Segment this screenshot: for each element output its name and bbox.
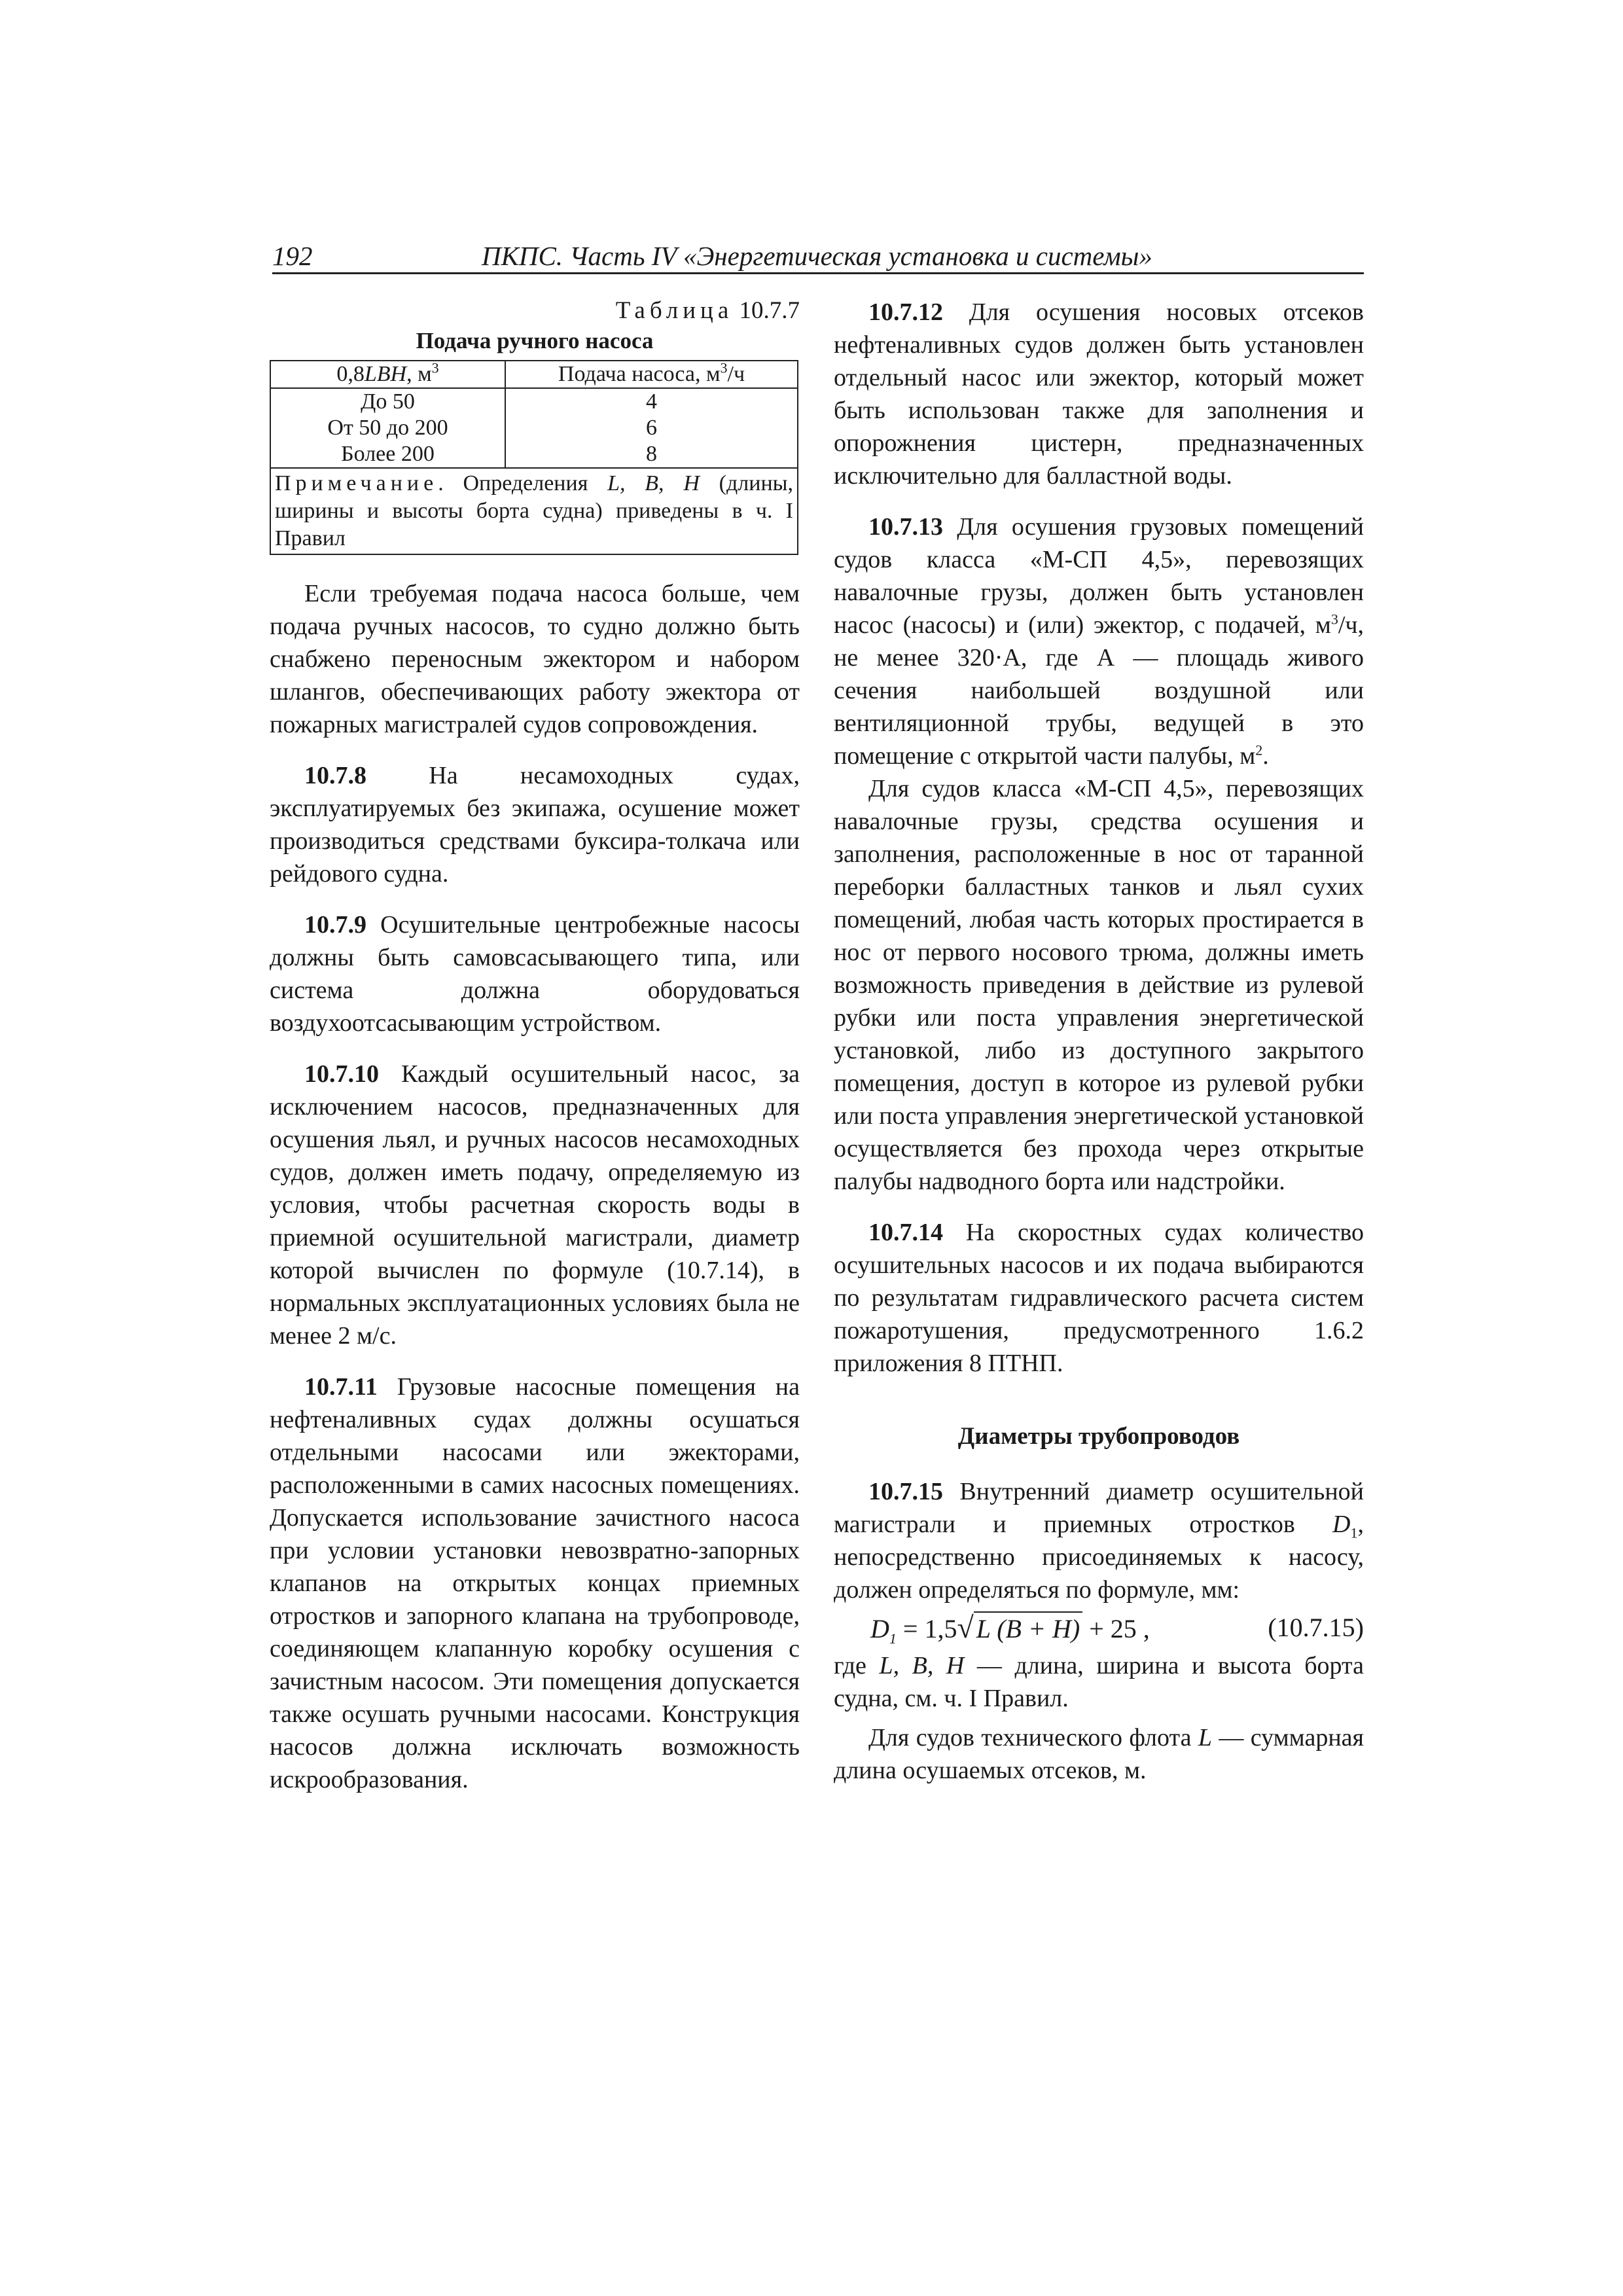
section-number: 10.7.12 [868, 298, 943, 326]
header-capacity-tail: /ч [727, 362, 745, 386]
table-caption [270, 296, 800, 326]
note-text-a: . Определения [438, 471, 608, 495]
section-10-7-13 [834, 511, 1364, 772]
section-10-7-15 [834, 1475, 1364, 1606]
right-column [834, 296, 1364, 1787]
header-capacity-sup: 3 [720, 359, 728, 376]
section-10-7-12 [834, 296, 1364, 492]
section-10-7-14 [834, 1216, 1364, 1380]
section-text: Осушительные центробежные насосы должны быть самовсасывающего типа, или система должна оборудоваться воздухоотсасывающим устройством. [270, 911, 800, 1037]
section-text: Каждый осушительный насос, за исключением насосов, предназначенных для осушения льял, и ручных насосов несамоходных судов, должен иметь подачу, определяемую из условия, чтобы расчетная скорость воды в приемной осушительной магистрали, диаметр которой вычислен по формуле (10.7.14), в нормальных эксплуатационных условиях была не менее 2 м/с. [270, 1060, 800, 1350]
table-cell-value: 6 [505, 415, 798, 441]
table-header-volume [270, 361, 505, 388]
section-10-7-9 [270, 908, 800, 1039]
tech-b: — суммарная длина осушаемых отсеков, м. [834, 1724, 1364, 1784]
sqrt-icon: √ [957, 1611, 974, 1644]
formula-radicand: L (B + H) [974, 1611, 1082, 1645]
header-capacity-text: Подача насоса, м [558, 362, 721, 386]
section-number: 10.7.10 [304, 1060, 379, 1088]
var-d1-sub: 1 [1350, 1524, 1358, 1541]
note-text-b: (длины, ширины и высоты борта судна) приведены в ч. I Правил [275, 471, 794, 550]
formula-lhs-sub: 1 [889, 1630, 897, 1647]
section-text: На скоростных судах количество осушительных насосов и их подача выбираются по результатам гидравлического расчета систем пожаротушения, предусмотренного 1.6.2 приложения 8 ПТНП. [834, 1219, 1364, 1377]
table-title: Подача ручного насоса [416, 328, 654, 353]
table-note [270, 468, 798, 554]
section-text-a: Для осушения грузовых помещений судов класса «М-СП 4,5», перевозящих навалочные грузы, должен быть установлен насос (насосы) и (или) эжектор, с подачей, м [834, 513, 1364, 639]
unit-sup: 3 [1330, 611, 1338, 628]
table-cell-range: От 50 до 200 [270, 415, 505, 441]
section-text-c: . [1262, 742, 1269, 770]
section-number: 10.7.11 [304, 1373, 378, 1401]
table-header-row [270, 361, 798, 388]
section-number: 10.7.14 [868, 1219, 943, 1246]
table-row [270, 388, 798, 415]
where-a: где [834, 1652, 880, 1679]
section-text: На несамоходных судах, эксплуатируемых без экипажа, осушение может производиться средствами буксира-толкача или рейдового судна. [270, 762, 800, 888]
table-header-capacity [505, 361, 798, 388]
table-cell-range: Более 200 [270, 441, 505, 468]
where-b: — длина, ширина и высота борта судна, см. ч. I Правил. [834, 1652, 1364, 1712]
section-number: 10.7.15 [868, 1478, 943, 1505]
formula-tail: + 25 , [1082, 1614, 1150, 1643]
note-letters: L, B, H [607, 471, 700, 495]
running-title: ПКПС. Часть IV «Энергетическая установка и системы» [482, 241, 1152, 271]
header-volume-sup: 3 [431, 359, 439, 376]
table-caption-word: Таблица [615, 297, 734, 324]
table-cell-value: 8 [505, 441, 798, 468]
formula-lhs: D [870, 1614, 889, 1643]
section-number: 10.7.13 [868, 513, 943, 541]
note-label: Примечание [275, 471, 438, 495]
section-text: Грузовые насосные помещения на нефтеналивных судах должны осушаться отдельными насосами или эжекторами, расположенными в самих насосных помещениях. Допускается использование зачистного насоса при условии установки невозвратно-запорных клапанов на открытых концах приемных отростков и запорного клапана на трубопроводе, соединяющем клапанную коробку осушения с зачистным насосом. Эти помещения допускается также осушать ручными насосами. Конструкция насосов должна исключать возможность искрообразования. [270, 1373, 800, 1793]
formula-10-7-15 [834, 1606, 1364, 1649]
var-d1: D [1332, 1511, 1351, 1538]
paragraph-tech-fleet [834, 1721, 1364, 1787]
tech-var: L [1198, 1724, 1212, 1751]
table-row [270, 415, 798, 441]
page-number: 192 [272, 241, 313, 271]
section-10-7-8 [270, 759, 800, 890]
left-column [270, 296, 800, 1796]
formula-coef: = 1,5 [896, 1614, 957, 1643]
section-10-7-10 [270, 1058, 800, 1352]
paragraph-msp: Для судов класса «М-СП 4,5», перевозящих навалочные грузы, средства осушения и заполнения, расположенные в нос от таранной переборки балластных танков и льял сухих помещений, любая часть которых простирается в нос от первого носового трюма, должны иметь возможность приведения в действие из рулевой рубки или поста управления энергетической установкой, либо из доступного закрытого помещения, доступ в которое из рулевой рубки или поста управления энергетической установкой осуществляется без прохода через открытые палубы надводного борта или надстройки. [834, 775, 1364, 1195]
unit-sup: 2 [1255, 742, 1263, 759]
running-header [272, 240, 1364, 274]
pump-capacity-table [270, 360, 798, 555]
table-caption-number: 10.7.7 [739, 297, 800, 324]
paragraph-intro: Если требуемая подача насоса больше, чем подача ручных насосов, то судно должно быть снабжено переносным эжектором и набором шлангов, обеспечивающих работу эжектора от пожарных магистралей судов сопровождения. [270, 580, 800, 738]
section-number: 10.7.8 [304, 762, 366, 789]
formula-label: (10.7.15) [1268, 1613, 1364, 1642]
table-cell-range: До 50 [270, 388, 505, 415]
header-volume-italic: LBH [364, 362, 407, 386]
formula-expression [870, 1606, 1150, 1651]
table-note-row [270, 468, 798, 554]
header-volume-prefix: 0,8 [336, 362, 365, 386]
paragraph-where [834, 1649, 1364, 1715]
section-text-b: , непосредственно присоединяемых к насосу, должен определяться по формуле, мм: [834, 1511, 1364, 1604]
section-10-7-11 [270, 1371, 800, 1796]
section-text: Для осушения носовых отсеков нефтеналивных судов должен быть установлен отдельный насос или эжектор, который может быть использован также для заполнения и опорожнения цистерн, предназначенных исключительно для балластной воды. [834, 298, 1364, 490]
header-volume-unit: , м [406, 362, 432, 386]
tech-a: Для судов технического флота [868, 1724, 1198, 1751]
table-cell-value: 4 [505, 388, 798, 415]
subheading-pipe-diameters: Диаметры трубопроводов [957, 1423, 1240, 1450]
table-row [270, 441, 798, 468]
section-number: 10.7.9 [304, 911, 366, 939]
section-text-a: Внутренний диаметр осушительной магистрали и приемных отростков [834, 1478, 1364, 1538]
section-text-b: /ч, не менее 320·А, где А — площадь живого сечения наибольшей воздушной или вентиляционной трубы, ведущей в это помещение с открытой части палубы, м [834, 611, 1364, 770]
where-vars: L, B, H [879, 1652, 965, 1679]
